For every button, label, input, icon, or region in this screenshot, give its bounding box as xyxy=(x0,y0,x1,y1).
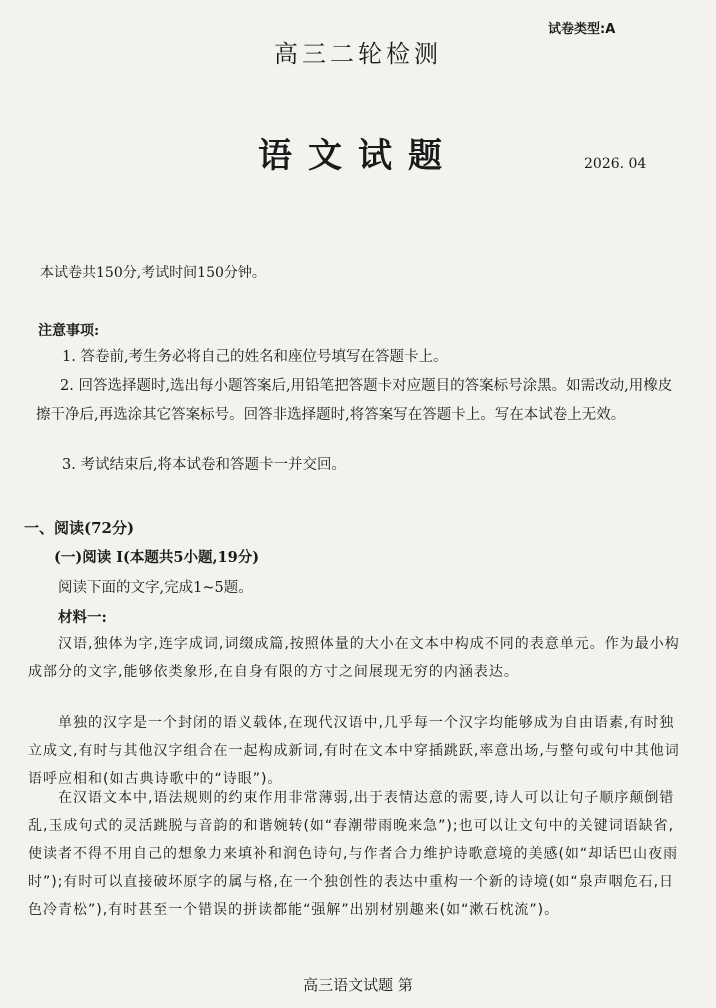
subsection-title: (一)阅读 I(本题共5小题,19分) xyxy=(54,549,260,566)
reading-instruction: 阅读下面的文字,完成1~5题。 xyxy=(58,580,253,596)
exam-date: 2026. 04 xyxy=(584,156,647,172)
page-footer: 高三语文试题 第 xyxy=(303,976,413,994)
notice-heading: 注意事项: xyxy=(38,323,100,339)
exam-name: 高三二轮检测 xyxy=(274,40,442,68)
section-title: 一、阅读(72分) xyxy=(24,519,135,537)
notice-item: 3. 考试结束后,将本试卷和答题卡一并交回。 xyxy=(62,457,347,473)
material-paragraph: 在汉语文本中,语法规则的约束作用非常薄弱,出于表情达意的需要,诗人可以让句子顺序颠倒错乱,玉成句式的灵活跳脱与音韵的和谐婉转(如“春潮带雨晚来急”);也可以让文句中的关键词语缺省,使读者不得不用自己的想象力来填补和润色诗句,与作者合力维护诗歌意境的美感(如“却话巴山夜雨时”);有时可以直接破坏原字的属与格,在一个独创性的表达中重构一个新的诗境(如“泉声咽危石,日色冷青松”),有时甚至一个错误的拼读都能“强解”出别材别趣来(如“漱石枕流”)。 xyxy=(28,790,679,918)
paper-type-label: 试卷类型:A xyxy=(548,22,616,37)
notice-item: 2. 回答选择题时,选出每小题答案后,用铅笔把答题卡对应题目的答案标号涂黑。如需改动,用橡皮擦干净后,再选涂其它答案标号。回答非选择题时,将答案写在答题卡上。写在本试卷上无效。 xyxy=(36,378,673,423)
material-label: 材料一: xyxy=(58,609,107,626)
material-paragraph: 单独的汉字是一个封闭的语义载体,在现代汉语中,几乎每一个汉字均能够成为自由语素,有时独立成文,有时与其他汉字组合在一起构成新词,有时在文本中穿插跳跃,率意出场,与整句或句中其他词语呼应相和(如古典诗歌中的“诗眼”)。 xyxy=(28,715,680,787)
notice-item: 1. 答卷前,考生务必将自己的姓名和座位号填写在答题卡上。 xyxy=(62,349,448,365)
material-paragraph: 汉语,独体为字,连字成词,词缀成篇,按照体量的大小在文本中构成不同的表意单元。作为最小构成部分的文字,能够依类象形,在自身有限的方寸之间展现无穷的内涵表达。 xyxy=(28,636,680,680)
subject-title: 语文试题 xyxy=(258,136,458,176)
exam-intro: 本试卷共150分,考试时间150分钟。 xyxy=(40,265,266,281)
